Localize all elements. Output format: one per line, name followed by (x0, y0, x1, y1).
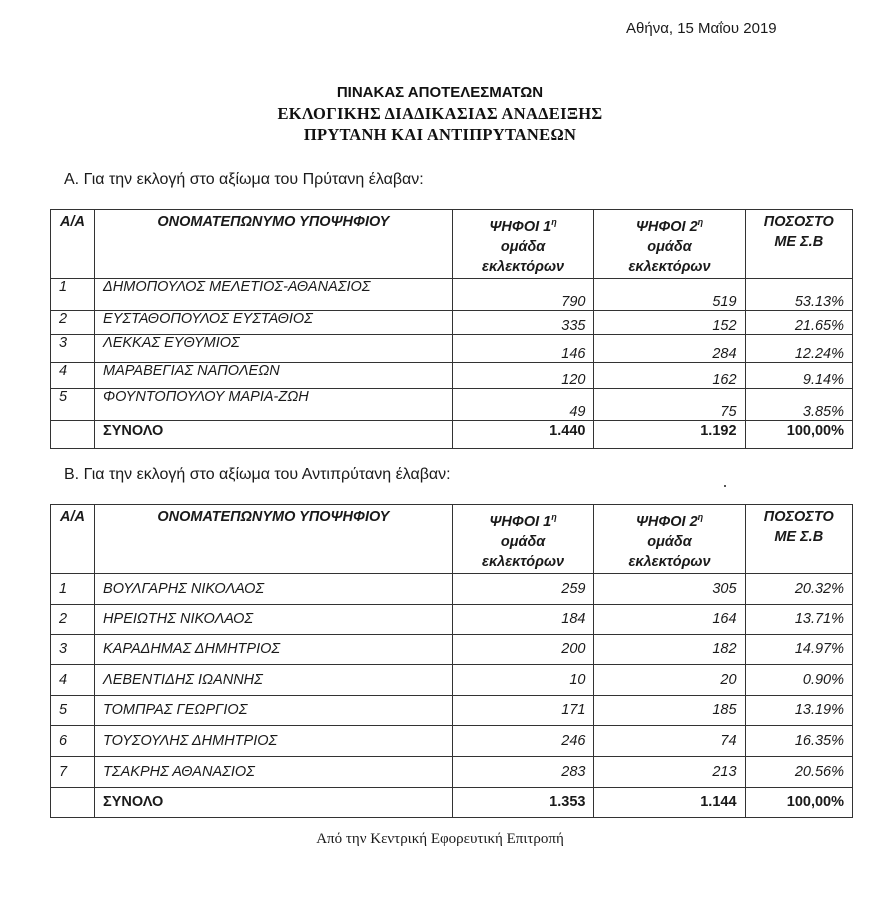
table-row (51, 756, 853, 787)
rector-results-table (50, 209, 853, 449)
votes-group-2: 162 (594, 362, 745, 388)
votes-group-1: 146 (452, 334, 594, 362)
votes2-label: ΨΗΦΟΙ 2 (635, 218, 698, 235)
table-row (51, 573, 853, 604)
row-number-empty (51, 420, 95, 448)
votes-group-1: 335 (452, 310, 594, 334)
votes-group-2: 519 (594, 278, 745, 310)
candidate-name: ΛΕΚΚΑΣ ΕΥΘΥΜΙΟΣ (95, 334, 453, 362)
votes2-label: ΨΗΦΟΙ 2 (635, 513, 698, 530)
candidate-name: ΕΥΣΤΑΘΟΠΟΥΛΟΣ ΕΥΣΤΑΘΙΟΣ (95, 310, 453, 334)
votes1-label: ΨΗΦΟΙ 1 (489, 513, 552, 530)
column-header-votes2 (594, 505, 745, 574)
votes2-sup: η (697, 512, 704, 522)
votes-group-1: 246 (452, 725, 594, 756)
votes-group-2: 152 (594, 310, 745, 334)
percentage: 20.56% (745, 756, 852, 787)
candidate-name: ΔΗΜΟΠΟΥΛΟΣ ΜΕΛΕΤΙΟΣ-ΑΘΑΝΑΣΙΟΣ (95, 278, 453, 310)
votes1-label: ΨΗΦΟΙ 1 (489, 218, 552, 235)
document-date: Αθήνα, 15 Μαΐου 2019 (626, 20, 777, 37)
votes-group-2: 213 (594, 756, 745, 787)
pct-label: ΠΟΣΟΣΤΟ (763, 509, 834, 525)
votes2-group: ομάδα (647, 533, 692, 550)
total-label: ΣΥΝΟΛΟ (95, 420, 453, 448)
percentage: 9.14% (745, 362, 852, 388)
total-label: ΣΥΝΟΛΟ (95, 787, 453, 817)
candidate-name: ΚΑΡΑΔΗΜΑΣ ΔΗΜΗΤΡΙΟΣ (95, 634, 453, 664)
committee-signature: Από την Κεντρική Εφορευτική Επιτροπή (316, 831, 564, 847)
column-header-votes1 (452, 505, 594, 574)
votes-group-1: 259 (452, 573, 594, 604)
row-number: 6 (51, 725, 95, 756)
percentage: 0.90% (745, 664, 852, 695)
percentage: 12.24% (745, 334, 852, 362)
pct-sublabel: ΜΕ Σ.Β (774, 529, 824, 545)
votes1-sup: η (551, 512, 557, 522)
row-number-empty (51, 787, 95, 817)
column-header-aa: Α/Α (51, 505, 95, 574)
row-number: 4 (51, 664, 95, 695)
votes-group-1: 120 (452, 362, 594, 388)
row-number: 5 (51, 388, 95, 420)
votes-group-1: 49 (452, 388, 594, 420)
percentage: 53.13% (745, 278, 852, 310)
candidate-name: ΜΑΡΑΒΕΓΙΑΣ ΝΑΠΟΛΕΩΝ (95, 362, 453, 388)
title-line-1: ΠΙΝΑΚΑΣ ΑΠΟΤΕΛΕΣΜΑΤΩΝ (336, 84, 544, 101)
table-row (51, 664, 853, 695)
percentage: 16.35% (745, 725, 852, 756)
votes1-group: ομάδα (500, 533, 546, 550)
title-line-3: ΠΡΥΤΑΝΗ ΚΑΙ ΑΝΤΙΠΡΥΤΑΝΕΩΝ (303, 125, 577, 144)
votes-group-1: 10 (452, 664, 594, 695)
total-votes-group-2: 1.144 (594, 787, 745, 817)
section-a-title: Α. Για την εκλογή στο αξίωμα του Πρύτανη έλαβαν: (64, 171, 424, 188)
votes-group-2: 182 (594, 634, 745, 664)
row-number: 7 (51, 756, 95, 787)
table-row (51, 334, 853, 362)
candidate-name: ΦΟΥΝΤΟΠΟΥΛΟΥ ΜΑΡΙΑ-ΖΩΗ (95, 388, 453, 420)
votes-group-1: 171 (452, 695, 594, 725)
candidate-name: ΒΟΥΛΓΑΡΗΣ ΝΙΚΟΛΑΟΣ (95, 573, 453, 604)
votes1-sup: η (551, 217, 557, 227)
percentage: 20.32% (745, 573, 852, 604)
candidate-name: ΗΡΕΙΩΤΗΣ ΝΙΚΟΛΑΟΣ (95, 604, 453, 634)
votes2-group: ομάδα (647, 238, 692, 255)
row-number: 3 (51, 634, 95, 664)
row-number: 5 (51, 695, 95, 725)
votes1-electors: εκλεκτόρων (482, 553, 565, 570)
votes2-sup: η (697, 217, 704, 227)
table-row (51, 362, 853, 388)
row-number: 2 (51, 310, 95, 334)
percentage: 21.65% (745, 310, 852, 334)
table-header-row (51, 210, 853, 279)
section-b-title: Β. Για την εκλογή στο αξίωμα του Αντιπρύτανη έλαβαν: (64, 466, 451, 483)
title-line-2: ΕΚΛΟΓΙΚΗΣ ΔΙΑΔΙΚΑΣΙΑΣ ΑΝΑΔΕΙΞΗΣ (277, 104, 603, 123)
candidate-name: ΤΟΥΣΟΥΛΗΣ ΔΗΜΗΤΡΙΟΣ (95, 725, 453, 756)
vice-rector-results-table (50, 504, 853, 818)
pct-label: ΠΟΣΟΣΤΟ (763, 214, 834, 230)
row-number: 2 (51, 604, 95, 634)
votes-group-2: 74 (594, 725, 745, 756)
total-row (51, 420, 853, 448)
table-row (51, 695, 853, 725)
total-votes-group-1: 1.440 (452, 420, 594, 448)
row-number: 4 (51, 362, 95, 388)
votes-group-1: 184 (452, 604, 594, 634)
column-header-percentage (745, 505, 852, 574)
candidate-name: ΤΟΜΠΡΑΣ ΓΕΩΡΓΙΟΣ (95, 695, 453, 725)
pct-sublabel: ΜΕ Σ.Β (774, 234, 824, 250)
votes-group-1: 200 (452, 634, 594, 664)
candidate-name: ΛΕΒΕΝΤΙΔΗΣ ΙΩΑΝΝΗΣ (95, 664, 453, 695)
votes2-electors: εκλεκτόρων (628, 258, 711, 275)
row-number: 1 (51, 278, 95, 310)
votes-group-2: 185 (594, 695, 745, 725)
candidate-name: ΤΣΑΚΡΗΣ ΑΘΑΝΑΣΙΟΣ (95, 756, 453, 787)
votes-group-2: 75 (594, 388, 745, 420)
table-row (51, 388, 853, 420)
table-header-row (51, 505, 853, 574)
table-row (51, 634, 853, 664)
votes-group-1: 790 (452, 278, 594, 310)
table-row (51, 604, 853, 634)
column-header-name: ΟΝΟΜΑΤΕΠΩΝΥΜΟ ΥΠΟΨΗΦΙΟΥ (95, 210, 453, 279)
votes-group-2: 20 (594, 664, 745, 695)
percentage: 13.71% (745, 604, 852, 634)
row-number: 3 (51, 334, 95, 362)
votes2-electors: εκλεκτόρων (628, 553, 711, 570)
total-votes-group-1: 1.353 (452, 787, 594, 817)
column-header-percentage (745, 210, 852, 279)
percentage: 13.19% (745, 695, 852, 725)
total-percentage: 100,00% (745, 787, 852, 817)
table-row (51, 725, 853, 756)
document-title (0, 82, 880, 145)
total-votes-group-2: 1.192 (594, 420, 745, 448)
total-percentage: 100,00% (745, 420, 852, 448)
votes1-electors: εκλεκτόρων (482, 258, 565, 275)
column-header-aa: Α/Α (51, 210, 95, 279)
votes-group-1: 283 (452, 756, 594, 787)
votes1-group: ομάδα (500, 238, 546, 255)
column-header-votes2 (594, 210, 745, 279)
row-number: 1 (51, 573, 95, 604)
percentage: 3.85% (745, 388, 852, 420)
total-row (51, 787, 853, 817)
table-row (51, 278, 853, 310)
table-row (51, 310, 853, 334)
votes-group-2: 164 (594, 604, 745, 634)
percentage: 14.97% (745, 634, 852, 664)
column-header-votes1 (452, 210, 594, 279)
column-header-name: ΟΝΟΜΑΤΕΠΩΝΥΜΟ ΥΠΟΨΗΦΙΟΥ (95, 505, 453, 574)
scan-speck (724, 485, 726, 487)
votes-group-2: 284 (594, 334, 745, 362)
votes-group-2: 305 (594, 573, 745, 604)
